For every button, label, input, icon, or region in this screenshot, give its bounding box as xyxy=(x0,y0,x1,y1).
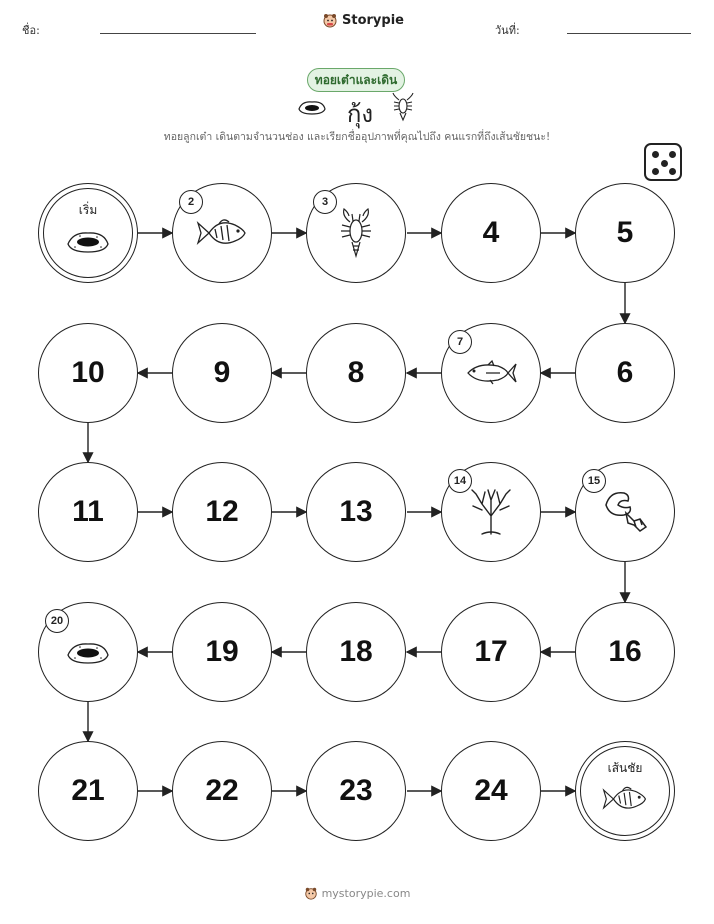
cell-number: 13 xyxy=(339,495,373,528)
shrimp-icon xyxy=(336,206,376,260)
cell-number: 11 xyxy=(72,495,104,528)
footer-site-link[interactable]: mystorypie.com xyxy=(321,886,411,900)
storypie-mascot-icon xyxy=(304,886,318,900)
board-cell-24[interactable] xyxy=(441,741,541,841)
board-cell-8[interactable] xyxy=(306,323,406,423)
start-label: เริ่ม xyxy=(78,203,98,217)
board-cell-finish[interactable] xyxy=(575,741,675,841)
cell-number: 18 xyxy=(339,635,373,668)
cell-number-badge: 14 xyxy=(448,469,472,493)
cell-number: 23 xyxy=(339,774,373,807)
board-cell-start[interactable] xyxy=(38,183,138,283)
cell-number: 4 xyxy=(482,216,500,249)
instructions-text: ทอยลูกเต๋า เดินตามจำนวนช่อง และเรียกชื่ออุปภาพที่คุณไปถึง คนแรกที่ถึงเส้นชัยชนะ! xyxy=(163,131,551,143)
board-cell-18[interactable] xyxy=(306,602,406,702)
cell-number: 21 xyxy=(71,774,105,807)
cell-number-badge: 20 xyxy=(45,609,69,633)
cell-number: 16 xyxy=(608,635,642,668)
cell-number-badge: 7 xyxy=(448,330,472,354)
burrow-icon xyxy=(65,226,111,256)
board-cell-7[interactable] xyxy=(441,323,541,423)
burrow-icon xyxy=(65,637,111,667)
cell-number-badge: 3 xyxy=(313,190,337,214)
cell-number: 9 xyxy=(213,356,231,389)
name-label: ชื่อ: xyxy=(22,24,40,37)
cell-number: 8 xyxy=(347,356,365,389)
board-cell-3[interactable] xyxy=(306,183,406,283)
claw-icon xyxy=(600,489,650,535)
cell-number-badge: 2 xyxy=(179,190,203,214)
board-cell-11[interactable] xyxy=(38,462,138,562)
board-cell-22[interactable] xyxy=(172,741,272,841)
date-label: วันที่: xyxy=(495,24,520,37)
tuna-icon xyxy=(464,358,518,388)
board-cell-5[interactable] xyxy=(575,183,675,283)
board-cell-16[interactable] xyxy=(575,602,675,702)
cell-number: 24 xyxy=(474,774,508,807)
coral-icon xyxy=(468,486,514,538)
board-cell-14[interactable] xyxy=(441,462,541,562)
cell-number: 10 xyxy=(71,356,105,389)
board-cell-19[interactable] xyxy=(172,602,272,702)
fish-icon xyxy=(195,213,249,253)
board-cell-20[interactable] xyxy=(38,602,138,702)
board-cell-10[interactable] xyxy=(38,323,138,423)
cell-number-badge: 15 xyxy=(582,469,606,493)
cell-number: 22 xyxy=(205,774,239,807)
board-cell-2[interactable] xyxy=(172,183,272,283)
board-cell-13[interactable] xyxy=(306,462,406,562)
cell-number: 5 xyxy=(616,216,634,249)
brand-name: Storypie xyxy=(342,12,404,28)
finish-label: เส้นชัย xyxy=(607,761,643,775)
board-cell-17[interactable] xyxy=(441,602,541,702)
board-cell-9[interactable] xyxy=(172,323,272,423)
target-word: กุ้ง xyxy=(346,100,374,128)
cell-number: 6 xyxy=(616,356,634,389)
cell-number: 17 xyxy=(474,635,508,668)
game-type-pill: ทอยเต๋าและเดิน xyxy=(307,68,405,92)
cell-number: 12 xyxy=(205,495,239,528)
board-cell-15[interactable] xyxy=(575,462,675,562)
footer xyxy=(0,886,714,900)
board-cell-4[interactable] xyxy=(441,183,541,283)
cell-number: 19 xyxy=(205,635,239,668)
fish-icon xyxy=(601,781,649,817)
board-cell-6[interactable] xyxy=(575,323,675,423)
board-cell-21[interactable] xyxy=(38,741,138,841)
board-cell-12[interactable] xyxy=(172,462,272,562)
board-cell-23[interactable] xyxy=(306,741,406,841)
